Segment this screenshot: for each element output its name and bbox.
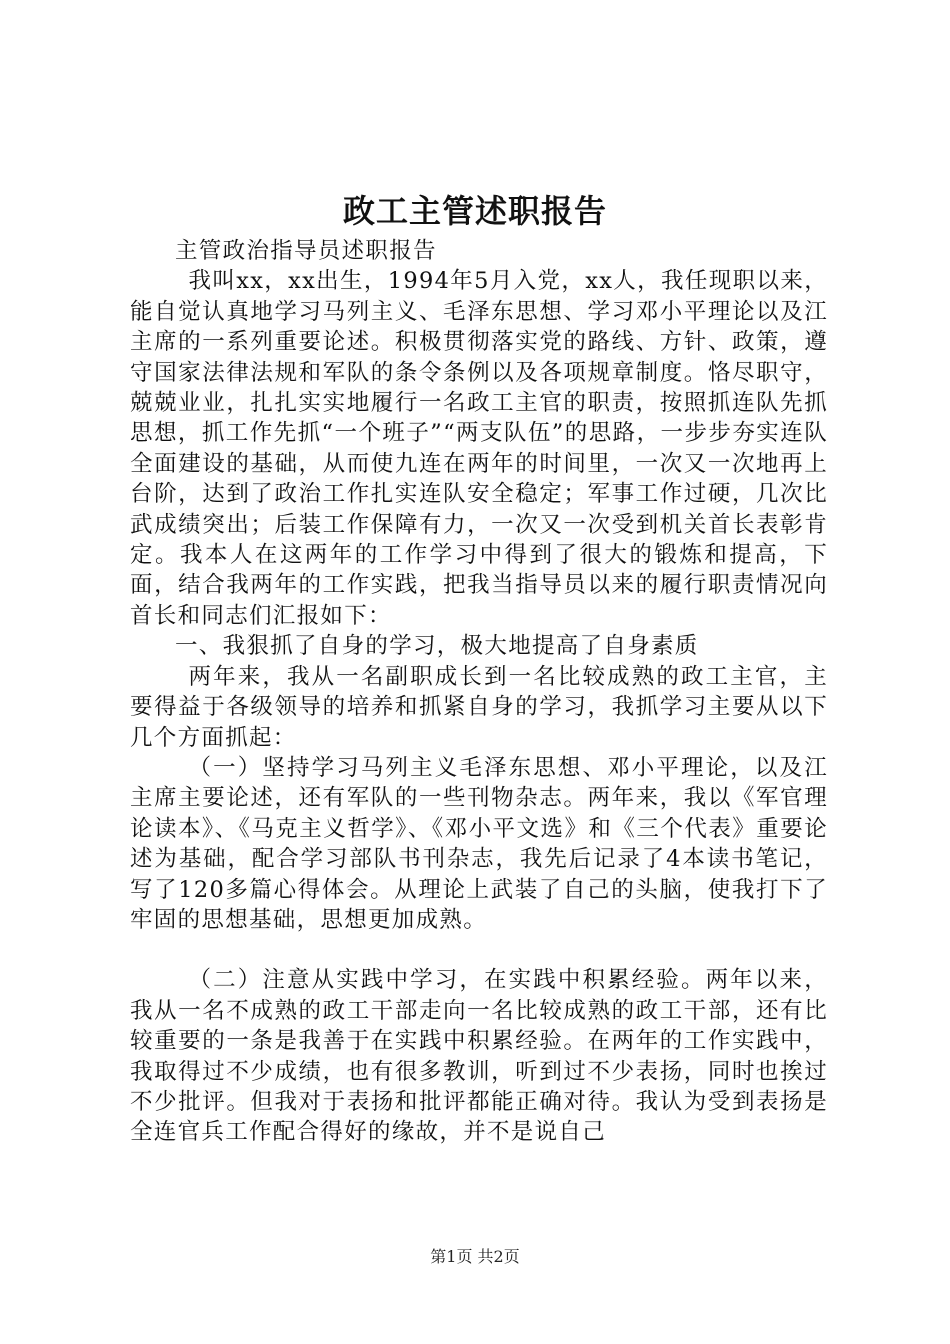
document-body	[130, 236, 828, 1148]
subtitle-paragraph: 主管政治指导员述职报告	[175, 238, 437, 264]
item-paragraph-2: （二）注意从实践中学习，在实践中积累经验。两年以来，我从一名不成熟的政工干部走向一名比较成熟的政工干部，还有比较重要的一条是我善于在实践中积累经验。在两年的工作实践中，我取得过不少成绩，也有很多教训，听到过不少表扬，同时也挨过不少批评。但我对于表扬和批评都能正确对待。我认为受到表扬是全连官兵工作配合得好的缘故，并不是说自己	[130, 967, 828, 1146]
page-footer: 第1页 共2页	[430, 1247, 520, 1266]
intro-paragraph: 我叫xx，xx出生，1994年5月入党，xx人，我任现职以来，能自觉认真地学习马列主义、毛泽东思想、学习邓小平理论以及江主席的一系列重要论述。积极贯彻落实党的路线、方针、政策，遵守国家法律法规和军队的条令条例以及各项规章制度。恪尽职守，兢兢业业，扎扎实实地履行一名政工主官的职责，按照抓连队先抓思想，抓工作先抓“一个班子”“两支队伍”的思路，一步步夯实连队全面建设的基础，从而使九连在两年的时间里，一次又一次地再上台阶，达到了政治工作扎实连队安全稳定；军事工作过硬，几次比武成绩突出；后装工作保障有力，一次又一次受到机关首长表彰肯定。我本人在这两年的工作学习中得到了很大的锻炼和提高，下面，结合我两年的工作实践，把我当指导员以来的履行职责情况向首长和同志们汇报如下：	[130, 268, 828, 629]
section-heading: 一、我狠抓了自身的学习，极大地提高了自身素质	[175, 633, 699, 660]
item-paragraph-1: （一）坚持学习马列主义毛泽东思想、邓小平理论，以及江主席主要论述，还有军队的一些刊物杂志。两年来，我以《军官理论读本》、《马克主义哲学》、《邓小平文选》和《三个代表》重要论述为基础，配合学习部队书刊杂志，我先后记录了4本读书笔记，写了120多篇心得体会。从理论上武装了自己的头脑，使我打下了牢固的思想基础，思想更加成熟。	[130, 754, 828, 933]
section-paragraph: 两年来，我从一名副职成长到一名比较成熟的政工主官，主要得益于各级领导的培养和抓紧自身的学习，我抓学习主要从以下几个方面抓起：	[130, 663, 828, 751]
document-title: 政工主管述职报告	[342, 192, 607, 230]
